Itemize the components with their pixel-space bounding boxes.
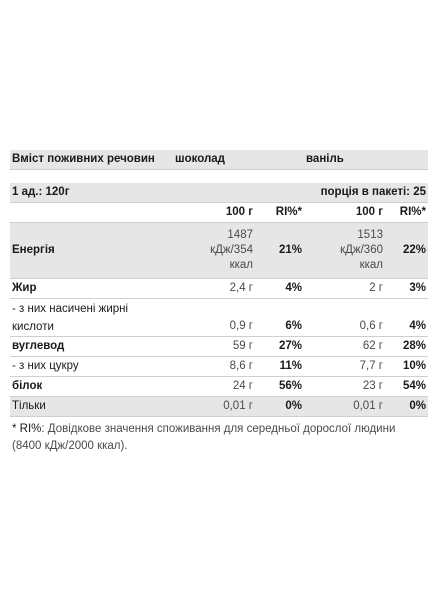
energy-value-2 [304, 228, 385, 273]
portions-per-pack: порція в пакеті: 25 [320, 186, 426, 198]
col-per100-1: 100 г [225, 206, 253, 218]
column-header-row [10, 203, 428, 223]
sugar-row [10, 357, 428, 377]
sugar-ri-1: 11% [279, 360, 302, 372]
energy-value-2-line1: 1513 [357, 229, 383, 241]
footnote [10, 421, 428, 455]
col-ri-2: RI%* [399, 206, 426, 218]
fat-value-1: 2,4 г [229, 282, 253, 294]
protein-ri-1: 56% [278, 380, 302, 392]
saturated-fat-label: - з них насичені жирні кислоти [12, 302, 129, 333]
sugar-value-1: 8,6 г [229, 360, 253, 372]
footnote-text: : Довідкове значення споживання для середньої дорослої людини (8400 кДж/2000 ккал). [12, 423, 396, 452]
salt-value-1: 0,01 г [223, 400, 253, 412]
serving-row [10, 183, 428, 203]
fat-label: Жир [12, 282, 37, 294]
energy-value-1-line1: 1487 [227, 229, 253, 241]
energy-value-1-line2: кДж/354 [210, 244, 253, 256]
fat-ri-1: 4% [285, 282, 302, 294]
carbs-ri-1: 27% [278, 340, 302, 352]
salt-row [10, 397, 428, 417]
variant2-name: ваніль [306, 153, 344, 165]
spacer-row [10, 170, 428, 183]
col-per100-2: 100 г [355, 206, 383, 218]
carbs-value-2: 62 г [362, 340, 383, 352]
fat-ri-2: 3% [409, 282, 426, 294]
sugar-label: - з них цукру [12, 360, 79, 372]
protein-label: білок [12, 380, 43, 392]
carbs-label: вуглевод [12, 340, 65, 352]
energy-ri-1: 21% [278, 244, 302, 256]
energy-label: Енергія [12, 244, 55, 256]
nutrition-table [10, 150, 428, 455]
col-ri-1: RI%* [275, 206, 302, 218]
fat-row [10, 279, 428, 299]
serving-unit: 1 ад.: 120г [12, 186, 70, 198]
energy-value-1 [173, 228, 255, 273]
salt-label: Тільки [12, 400, 46, 412]
table-title: Вміст поживних речовин [12, 153, 155, 165]
saturated-fat-value-2: 0,6 г [359, 320, 383, 332]
energy-value-1-line3: ккал [229, 259, 253, 271]
salt-value-2: 0,01 г [353, 400, 383, 412]
energy-ri-2: 22% [402, 244, 426, 256]
carbs-ri-2: 28% [402, 340, 426, 352]
variant1-name: шоколад [175, 153, 225, 165]
fat-value-2: 2 г [369, 282, 383, 294]
protein-value-1: 24 г [232, 380, 253, 392]
energy-row [10, 223, 428, 279]
saturated-fat-ri-1: 6% [285, 320, 302, 332]
energy-value-2-line2: кДж/360 [340, 244, 383, 256]
carbs-value-1: 59 г [232, 340, 253, 352]
protein-row [10, 377, 428, 397]
sugar-value-2: 7,7 г [359, 360, 383, 372]
energy-value-2-line3: ккал [359, 259, 383, 271]
table-header-row [10, 150, 428, 170]
salt-ri-1: 0% [285, 400, 302, 412]
protein-value-2: 23 г [362, 380, 383, 392]
salt-ri-2: 0% [409, 400, 426, 412]
saturated-fat-ri-2: 4% [409, 320, 426, 332]
sugar-ri-2: 10% [402, 360, 426, 372]
saturated-fat-value-1: 0,9 г [229, 320, 253, 332]
protein-ri-2: 54% [402, 380, 426, 392]
carbs-row [10, 337, 428, 357]
saturated-fat-row [10, 299, 428, 337]
footnote-marker: * RI% [12, 423, 42, 435]
